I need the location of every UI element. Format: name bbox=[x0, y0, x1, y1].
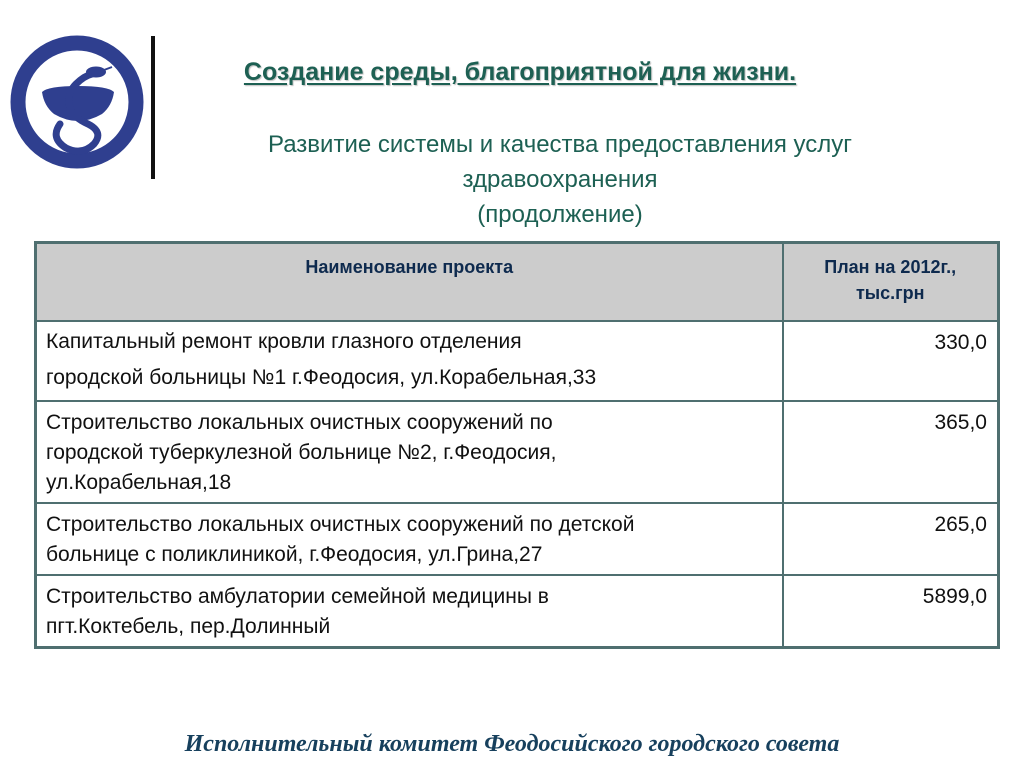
subtitle-line: (продолжение) bbox=[477, 201, 643, 228]
project-name-cell bbox=[36, 401, 783, 503]
project-name-line: Капитальный ремонт кровли глазного отделения bbox=[46, 330, 522, 353]
project-name-line: Строительство амбулатории семейной медицины в bbox=[46, 585, 549, 608]
table-header-row bbox=[36, 243, 999, 322]
medical-emblem-icon bbox=[8, 34, 150, 170]
plan-value-cell: 330,0 bbox=[783, 321, 999, 401]
plan-value-cell: 5899,0 bbox=[783, 575, 999, 648]
project-name-cell bbox=[36, 503, 783, 575]
project-name-line: больнице с поликлиникой, г.Феодосия, ул.Грина,27 bbox=[46, 543, 543, 566]
page-subtitle bbox=[180, 127, 940, 232]
subtitle-line: здравоохранения bbox=[462, 166, 658, 193]
page-title: Создание среды, благоприятной для жизни. bbox=[243, 58, 797, 86]
project-name-line: пгт.Коктебель, пер.Долинный bbox=[46, 615, 331, 638]
project-name-cell bbox=[36, 321, 783, 401]
table-row bbox=[36, 503, 999, 575]
project-name-line: Строительство локальных очистных сооружений по bbox=[46, 411, 553, 434]
plan-value-cell: 265,0 bbox=[783, 503, 999, 575]
project-name-line: ул.Корабельная,18 bbox=[46, 471, 232, 494]
footer-organization: Исполнительный комитет Феодосийского городского совета bbox=[184, 731, 840, 757]
table-row bbox=[36, 575, 999, 648]
projects-table bbox=[34, 241, 1000, 649]
column-header-project-name: Наименование проекта bbox=[36, 243, 783, 322]
header-divider bbox=[151, 36, 155, 179]
subtitle-line: Развитие системы и качества предоставления услуг bbox=[268, 131, 852, 158]
project-name-cell bbox=[36, 575, 783, 648]
project-name-line: Строительство локальных очистных сооружений по детской bbox=[46, 513, 635, 536]
plan-value-cell: 365,0 bbox=[783, 401, 999, 503]
project-name-line: городской туберкулезной больнице №2, г.Феодосия, bbox=[46, 441, 557, 464]
table-row bbox=[36, 401, 999, 503]
table-row bbox=[36, 321, 999, 401]
project-name-line: городской больницы №1 г.Феодосия, ул.Корабельная,33 bbox=[46, 366, 597, 389]
column-header-plan: План на 2012г., тыс.грн bbox=[783, 243, 999, 322]
